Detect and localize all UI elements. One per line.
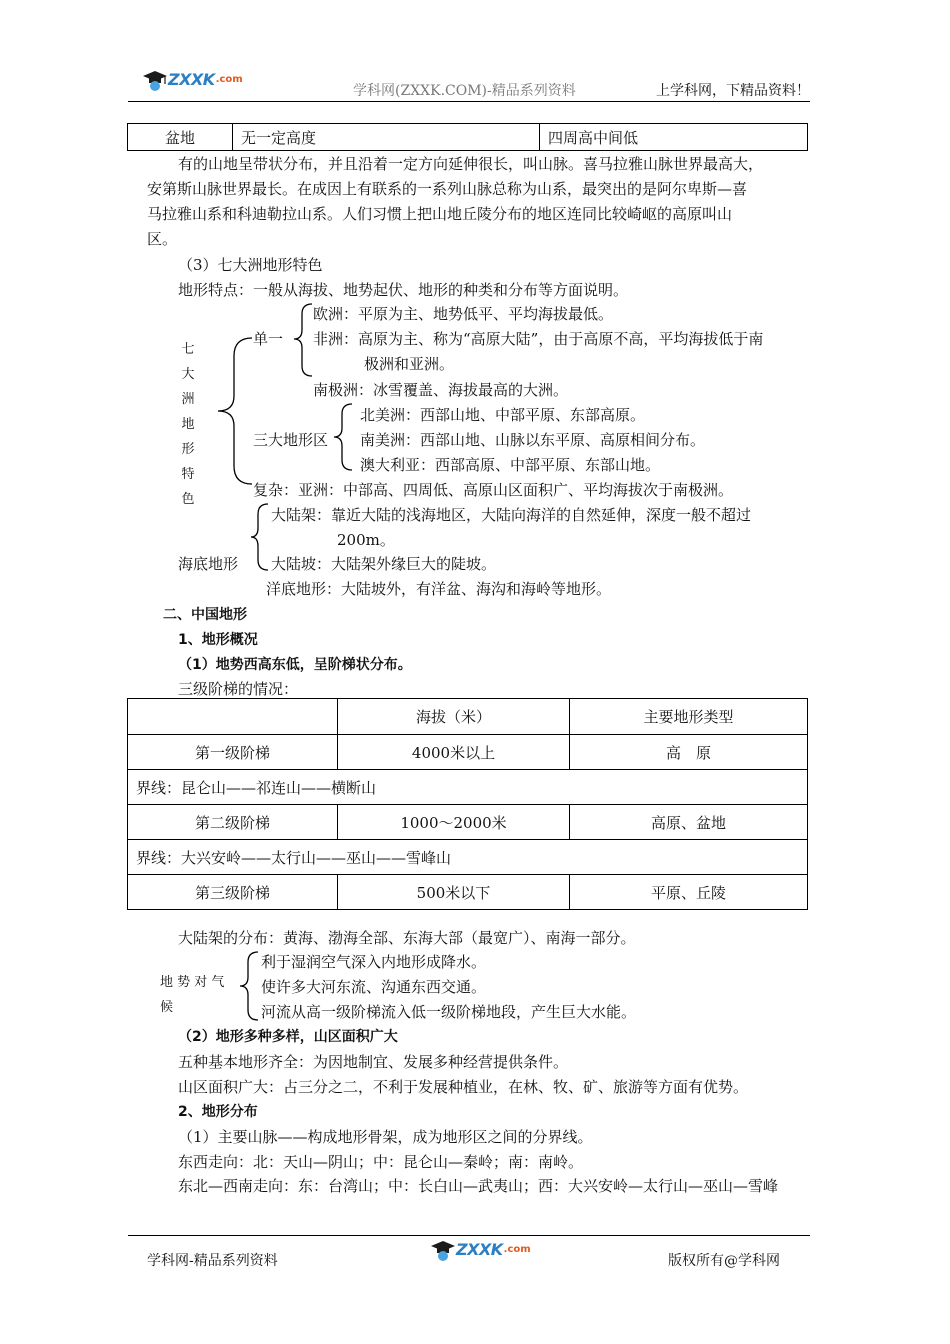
china-heading: 二、中国地形 <box>163 607 247 623</box>
logo-text: ZXXK <box>168 69 215 89</box>
header-logo <box>142 68 243 90</box>
para-line-4: 区。 <box>147 230 178 248</box>
single-label: 单一 <box>253 330 284 348</box>
shelf-distribution: 大陆架的分布：黄海、渤海全部、东海大部（最宽广）、南海一部分。 <box>178 929 636 947</box>
basin-feature-cell: 四周高中间低 <box>540 124 808 151</box>
step1-altitude: 4000米以上 <box>338 735 570 770</box>
boundary1: 界线：昆仑山——祁连山——横断山 <box>128 770 808 805</box>
ne-sw-line: 东北—西南走向：东：台湾山；中：长白山—武夷山；西：大兴安岭—太行山—巫山—雪峰 <box>178 1177 779 1195</box>
basin-cell: 盆地 <box>128 124 233 151</box>
overview-heading: 1、地形概况 <box>178 632 258 648</box>
australia-line: 澳大利亚：西部高原、中部平原、东部山地。 <box>360 456 661 474</box>
header-right: 上学科网，下精品资料！ <box>656 83 810 99</box>
footer-right: 版权所有@学科网 <box>668 1253 780 1269</box>
basin-height-cell: 无一定高度 <box>233 124 540 151</box>
climate-label-1: 地 势 对 气 <box>160 975 225 990</box>
three-regions-label: 三大地形区 <box>253 431 329 449</box>
seabed-label: 海底地形 <box>178 555 239 573</box>
climate-brace-icon <box>238 950 260 1022</box>
diverse-terrain-heading: （2）地形多种多样，山区面积广大 <box>178 1029 398 1045</box>
graduation-cap-icon <box>430 1238 456 1260</box>
para-line-3: 马拉雅山系和科迪勒拉山系。人们习惯上把山地丘陵分布的地区连同比较崎岖的高原叫山 <box>147 205 733 223</box>
footer-rule <box>128 1235 810 1236</box>
terrain-slope-heading: （1）地势西高东低，呈阶梯状分布。 <box>178 657 412 673</box>
steps-header-landform: 主要地形类型 <box>570 699 808 735</box>
header-rule <box>128 101 810 102</box>
step2-altitude: 1000～2000米 <box>338 805 570 840</box>
steps-header-empty <box>128 699 338 735</box>
logo-text: ZXXK <box>456 1239 503 1259</box>
shelf-line-1: 大陆架：靠近大陆的浅海地区，大陆向海洋的自然延伸，深度一般不超过 <box>271 506 752 524</box>
mountain-area-line: 山区面积广大：占三分之二，不利于发展种植业，在林、牧、矿、旅游等方面有优势。 <box>178 1078 749 1096</box>
boundary2: 界线：大兴安岭——太行山——巫山——雪峰山 <box>128 840 808 875</box>
south-america-line: 南美洲：西部山地、山脉以东平原、高原相间分布。 <box>360 431 706 449</box>
step1-landform: 高 原 <box>570 735 808 770</box>
step3-landform: 平原、丘陵 <box>570 875 808 910</box>
section3-title: （3）七大洲地形特色 <box>178 256 323 274</box>
step2-landform: 高原、盆地 <box>570 805 808 840</box>
north-america-line: 北美洲：西部山地、中部平原、东部高原。 <box>360 406 646 424</box>
shelf-line-2: 200m。 <box>337 531 395 549</box>
single-brace-icon <box>292 302 314 378</box>
logo-suffix: .com <box>503 1243 531 1255</box>
step3-name: 第三级阶梯 <box>128 875 338 910</box>
east-west-line: 东西走向：北：天山—阴山；中：昆仑山—秦岭；南：南岭。 <box>178 1153 584 1171</box>
step1-name: 第一级阶梯 <box>128 735 338 770</box>
slope-line: 大陆坡：大陆架外缘巨大的陡坡。 <box>271 555 497 573</box>
distribution-heading: 2、地形分布 <box>178 1104 258 1120</box>
main-brace-icon <box>214 336 254 486</box>
five-types-line: 五种基本地形齐全：为因地制宜、发展多种经营提供条件。 <box>178 1053 569 1071</box>
basin-table <box>127 123 808 151</box>
footer-logo <box>430 1238 531 1260</box>
climate-line-2: 使许多大河东流、沟通东西交通。 <box>261 978 487 996</box>
steps-header-altitude: 海拔（米） <box>338 699 570 735</box>
features-line: 地形特点：一般从海拔、地势起伏、地形的种类和分布等方面说明。 <box>178 281 629 299</box>
seabed-brace-icon <box>250 502 270 572</box>
step2-name: 第二级阶梯 <box>128 805 338 840</box>
steps-intro: 三级阶梯的情况： <box>178 680 299 698</box>
complex-line: 复杂：亚洲：中部高、四周低、高原山区面积广、平均海拔次于南极洲。 <box>253 481 734 499</box>
africa-line-2: 极洲和亚洲。 <box>364 355 455 373</box>
three-regions-brace-icon <box>332 402 354 472</box>
africa-line-1: 非洲：高原为主、称为“高原大陆”，由于高原不高，平均海拔低于南 <box>313 330 764 348</box>
climate-label-2: 候 <box>160 1000 174 1015</box>
climate-line-1: 利于湿润空气深入内地形成降水。 <box>261 953 487 971</box>
logo-suffix: .com <box>215 73 243 85</box>
para-line-1: 有的山地呈带状分布，并且沿着一定方向延伸很长，叫山脉。喜马拉雅山脉世界最高大， <box>178 155 764 173</box>
europe-line: 欧洲：平原为主、地势低平、平均海拔最低。 <box>313 305 614 323</box>
para-line-2: 安第斯山脉世界最长。在成因上有联系的一系列山脉总称为山系，最突出的是阿尔卑斯—喜 <box>147 180 748 198</box>
graduation-cap-icon <box>142 68 168 90</box>
antarctica-line: 南极洲：冰雪覆盖、海拔最高的大洲。 <box>313 381 569 399</box>
footer-left: 学科网-精品系列资料 <box>147 1253 278 1269</box>
steps-table <box>127 698 808 910</box>
step3-altitude: 500米以下 <box>338 875 570 910</box>
continents-vertical-label: 七 大 洲 地 形 特 色 <box>181 342 195 507</box>
ocean-floor-line: 洋底地形：大陆坡外，有洋盆、海沟和海岭等地形。 <box>266 580 612 598</box>
climate-line-3: 河流从高一级阶梯流入低一级阶梯地段，产生巨大水能。 <box>261 1003 637 1021</box>
main-mountains-line: （1）主要山脉——构成地形骨架，成为地形区之间的分界线。 <box>178 1128 593 1146</box>
header-center: 学科网(ZXXK.COM)-精品系列资料 <box>353 83 576 99</box>
